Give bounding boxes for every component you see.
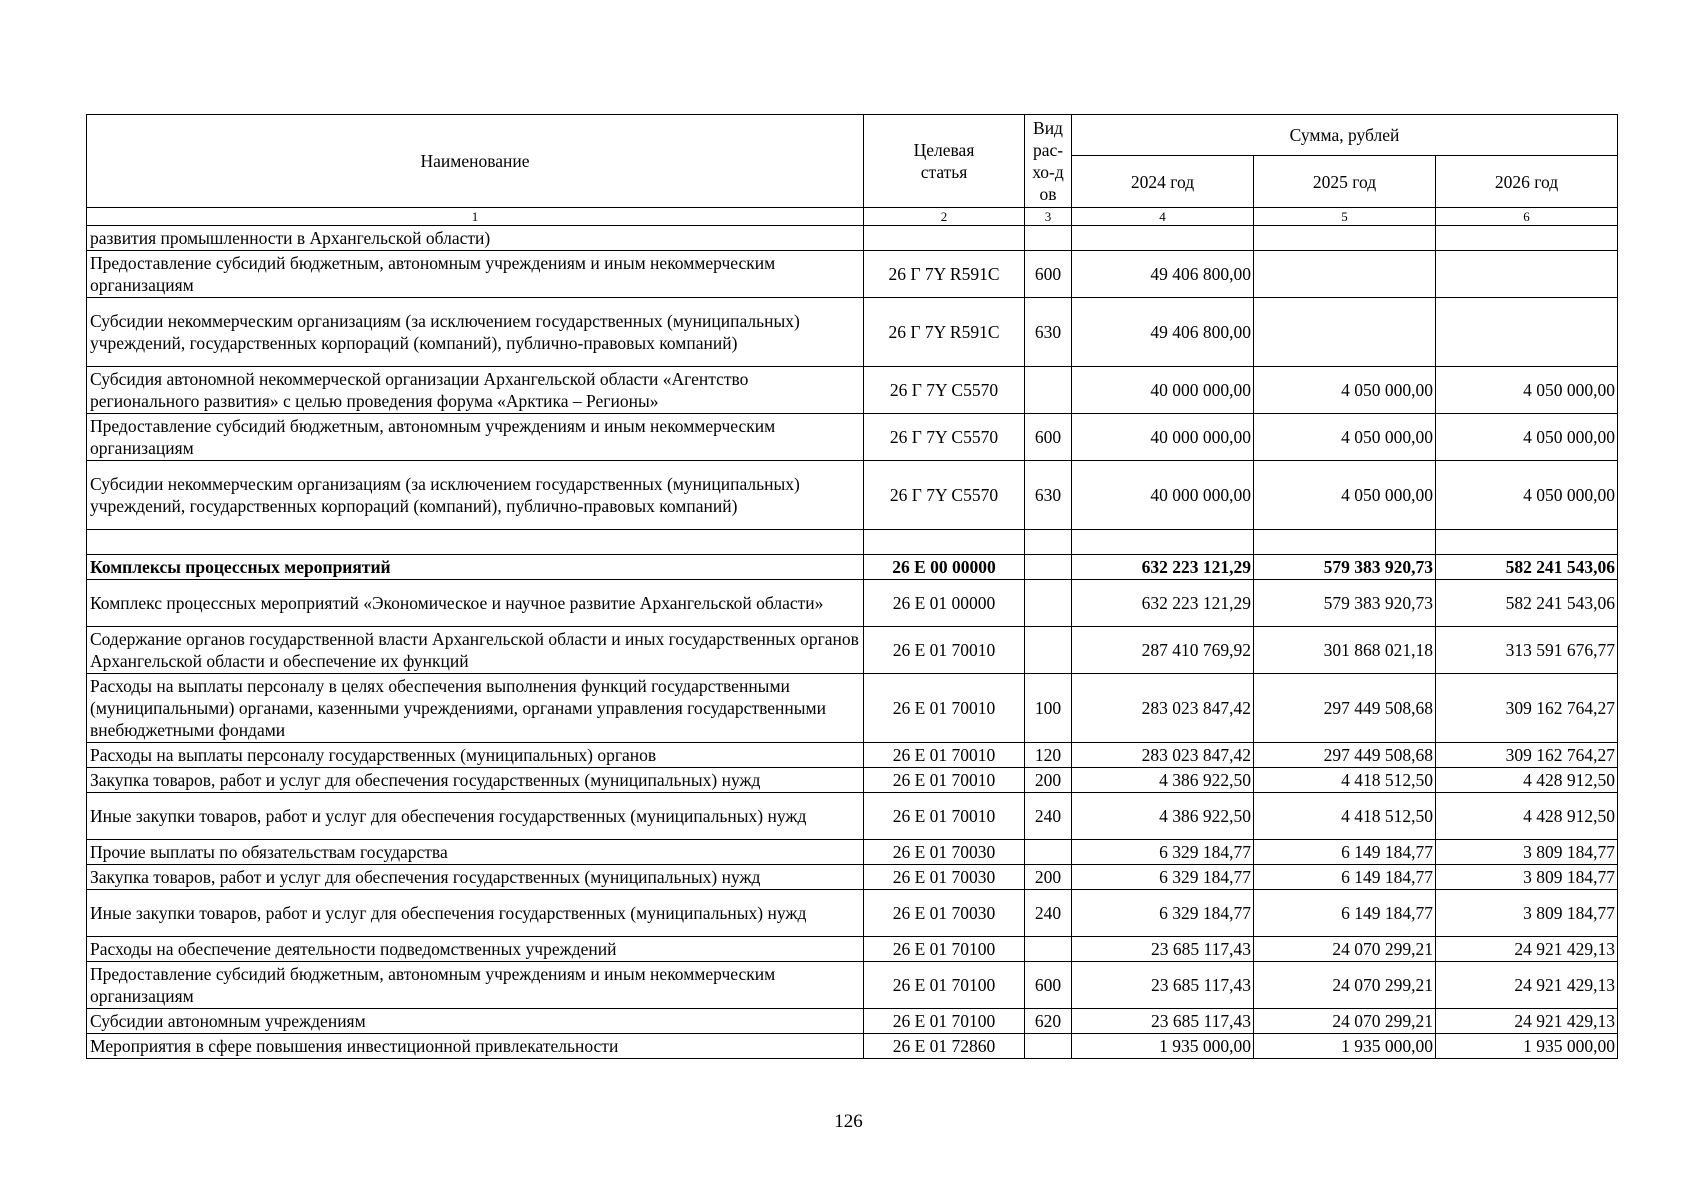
table-row: [87, 580, 1618, 627]
row-2026-cell: 582 241 543,06: [1436, 580, 1618, 627]
row-name-cell: Закупка товаров, работ и услуг для обеспечения государственных (муниципальных) нужд: [87, 768, 864, 793]
row-2024-cell: 23 685 117,43: [1072, 1009, 1254, 1034]
row-2025-cell: 6 149 184,77: [1254, 840, 1436, 865]
row-2024-cell: 6 329 184,77: [1072, 890, 1254, 937]
row-2026-cell: 3 809 184,77: [1436, 890, 1618, 937]
header-year-2025: 2025 год: [1254, 156, 1436, 208]
header-expense-type-text: Вид рас-хо-дов: [1032, 118, 1064, 204]
row-name-cell: Предоставление субсидий бюджетным, автономным учреждениям и иным некоммерческим организациям: [87, 962, 864, 1009]
row-2026-cell: [1436, 530, 1618, 555]
table-row: [87, 461, 1618, 530]
row-2026-cell: 4 428 912,50: [1436, 768, 1618, 793]
row-expense-type-cell: [1025, 840, 1072, 865]
row-2025-cell: [1254, 298, 1436, 367]
row-expense-type-cell: 240: [1025, 793, 1072, 840]
row-name-cell: Прочие выплаты по обязательствам государства: [87, 840, 864, 865]
row-2025-cell: 24 070 299,21: [1254, 1009, 1436, 1034]
table-row: [87, 367, 1618, 414]
table-row: [87, 1034, 1618, 1059]
table-row: [87, 226, 1618, 251]
row-2026-cell: 24 921 429,13: [1436, 1009, 1618, 1034]
row-2024-cell: 632 223 121,29: [1072, 580, 1254, 627]
row-2026-cell: 4 428 912,50: [1436, 793, 1618, 840]
row-expense-type-cell: 620: [1025, 1009, 1072, 1034]
row-2025-cell: 301 868 021,18: [1254, 627, 1436, 674]
page-number: 126: [834, 1111, 863, 1132]
table-row: [87, 530, 1618, 555]
row-2024-cell: 283 023 847,42: [1072, 674, 1254, 743]
row-name-cell: Иные закупки товаров, работ и услуг для обеспечения государственных (муниципальных) нужд: [87, 890, 864, 937]
row-expense-type-cell: [1025, 367, 1072, 414]
table-row: [87, 768, 1618, 793]
header-target-article-text: Целевая статья: [913, 140, 975, 182]
row-2024-cell: [1072, 530, 1254, 555]
row-code-cell: 26 Е 01 70010: [864, 627, 1025, 674]
column-number: 6: [1436, 208, 1618, 226]
row-name-cell: Мероприятия в сфере повышения инвестиционной привлекательности: [87, 1034, 864, 1059]
row-2025-cell: 4 050 000,00: [1254, 414, 1436, 461]
row-2024-cell: 4 386 922,50: [1072, 768, 1254, 793]
row-2026-cell: 582 241 543,06: [1436, 555, 1618, 580]
row-code-cell: [864, 530, 1025, 555]
row-expense-type-cell: [1025, 580, 1072, 627]
table-row: [87, 743, 1618, 768]
row-2024-cell: 632 223 121,29: [1072, 555, 1254, 580]
row-expense-type-cell: 120: [1025, 743, 1072, 768]
row-2024-cell: 6 329 184,77: [1072, 865, 1254, 890]
table-header: [87, 115, 1618, 226]
column-number: 4: [1072, 208, 1254, 226]
row-expense-type-cell: [1025, 627, 1072, 674]
column-number: 1: [87, 208, 864, 226]
row-2024-cell: [1072, 226, 1254, 251]
row-2025-cell: 4 418 512,50: [1254, 768, 1436, 793]
row-name-cell: Расходы на обеспечение деятельности подведомственных учреждений: [87, 937, 864, 962]
row-2025-cell: 297 449 508,68: [1254, 674, 1436, 743]
row-code-cell: 26 Е 01 70100: [864, 1009, 1025, 1034]
header-year-2024: 2024 год: [1072, 156, 1254, 208]
row-2026-cell: [1436, 226, 1618, 251]
row-2024-cell: 23 685 117,43: [1072, 962, 1254, 1009]
row-code-cell: 26 Е 01 70010: [864, 674, 1025, 743]
row-code-cell: 26 Г 7Y С5570: [864, 367, 1025, 414]
row-2025-cell: 4 050 000,00: [1254, 367, 1436, 414]
row-2025-cell: [1254, 530, 1436, 555]
row-2024-cell: 6 329 184,77: [1072, 840, 1254, 865]
row-expense-type-cell: 600: [1025, 414, 1072, 461]
row-code-cell: 26 Е 01 70010: [864, 793, 1025, 840]
row-code-cell: 26 Е 01 00000: [864, 580, 1025, 627]
row-code-cell: 26 Е 01 70030: [864, 840, 1025, 865]
row-2025-cell: 6 149 184,77: [1254, 890, 1436, 937]
row-expense-type-cell: 600: [1025, 251, 1072, 298]
row-2026-cell: 4 050 000,00: [1436, 461, 1618, 530]
column-number: 3: [1025, 208, 1072, 226]
row-expense-type-cell: 600: [1025, 962, 1072, 1009]
budget-table: [86, 114, 1618, 1059]
row-2025-cell: 579 383 920,73: [1254, 555, 1436, 580]
row-2026-cell: 4 050 000,00: [1436, 367, 1618, 414]
row-2026-cell: 309 162 764,27: [1436, 743, 1618, 768]
header-name: Наименование: [87, 115, 864, 208]
row-name-cell: Субсидии некоммерческим организациям (за исключением государственных (муниципальных) учреждений, государственных корпораций (компаний), публично-правовых компаний): [87, 461, 864, 530]
row-2024-cell: 1 935 000,00: [1072, 1034, 1254, 1059]
table-row: [87, 251, 1618, 298]
row-expense-type-cell: [1025, 937, 1072, 962]
row-2025-cell: 24 070 299,21: [1254, 962, 1436, 1009]
row-expense-type-cell: [1025, 555, 1072, 580]
row-name-cell: Комплекс процессных мероприятий «Экономическое и научное развитие Архангельской области»: [87, 580, 864, 627]
row-expense-type-cell: [1025, 530, 1072, 555]
row-2026-cell: [1436, 298, 1618, 367]
row-2024-cell: 40 000 000,00: [1072, 461, 1254, 530]
row-2025-cell: 24 070 299,21: [1254, 937, 1436, 962]
table-row: [87, 840, 1618, 865]
row-expense-type-cell: [1025, 1034, 1072, 1059]
table-row: [87, 298, 1618, 367]
row-2025-cell: [1254, 251, 1436, 298]
row-code-cell: 26 Г 7Y R591C: [864, 251, 1025, 298]
table-row: [87, 1009, 1618, 1034]
row-code-cell: 26 Е 01 72860: [864, 1034, 1025, 1059]
row-expense-type-cell: 630: [1025, 461, 1072, 530]
column-number: 2: [864, 208, 1025, 226]
row-2025-cell: 1 935 000,00: [1254, 1034, 1436, 1059]
row-2025-cell: 4 050 000,00: [1254, 461, 1436, 530]
row-code-cell: 26 Е 01 70100: [864, 937, 1025, 962]
row-2026-cell: 3 809 184,77: [1436, 865, 1618, 890]
table-row: [87, 414, 1618, 461]
row-2026-cell: 24 921 429,13: [1436, 937, 1618, 962]
table-row: [87, 793, 1618, 840]
column-number: 5: [1254, 208, 1436, 226]
row-2026-cell: 313 591 676,77: [1436, 627, 1618, 674]
row-expense-type-cell: 240: [1025, 890, 1072, 937]
row-code-cell: 26 Е 01 70030: [864, 865, 1025, 890]
row-2024-cell: 287 410 769,92: [1072, 627, 1254, 674]
table-row: [87, 865, 1618, 890]
row-2026-cell: 24 921 429,13: [1436, 962, 1618, 1009]
header-expense-type: [1025, 115, 1072, 208]
row-code-cell: 26 Е 01 70010: [864, 743, 1025, 768]
row-2024-cell: 40 000 000,00: [1072, 414, 1254, 461]
row-2025-cell: 297 449 508,68: [1254, 743, 1436, 768]
table-body: [87, 226, 1618, 1059]
row-2024-cell: 23 685 117,43: [1072, 937, 1254, 962]
row-code-cell: 26 Е 01 70030: [864, 890, 1025, 937]
row-name-cell: Комплексы процессных мероприятий: [87, 555, 864, 580]
row-code-cell: 26 Г 7Y R591C: [864, 298, 1025, 367]
row-2026-cell: 1 935 000,00: [1436, 1034, 1618, 1059]
row-2026-cell: 3 809 184,77: [1436, 840, 1618, 865]
row-name-cell: [87, 530, 864, 555]
row-code-cell: 26 Г 7Y С5570: [864, 414, 1025, 461]
row-code-cell: 26 Е 01 70010: [864, 768, 1025, 793]
row-name-cell: Закупка товаров, работ и услуг для обеспечения государственных (муниципальных) нужд: [87, 865, 864, 890]
row-2024-cell: 40 000 000,00: [1072, 367, 1254, 414]
row-expense-type-cell: [1025, 226, 1072, 251]
row-name-cell: Предоставление субсидий бюджетным, автономным учреждениям и иным некоммерческим организациям: [87, 251, 864, 298]
row-2026-cell: [1436, 251, 1618, 298]
row-code-cell: 26 Е 01 70100: [864, 962, 1025, 1009]
row-2025-cell: 579 383 920,73: [1254, 580, 1436, 627]
row-name-cell: развития промышленности в Архангельской области): [87, 226, 864, 251]
row-2026-cell: 4 050 000,00: [1436, 414, 1618, 461]
table-row: [87, 674, 1618, 743]
row-name-cell: Расходы на выплаты персоналу в целях обеспечения выполнения функций государственными (муниципальными) органами, казенными учреждениями, органами управления государственными внебюджетными фондами: [87, 674, 864, 743]
row-expense-type-cell: 200: [1025, 865, 1072, 890]
row-2025-cell: [1254, 226, 1436, 251]
row-2025-cell: 4 418 512,50: [1254, 793, 1436, 840]
row-name-cell: Субсидия автономной некоммерческой организации Архангельской области «Агентство регионального развития» с целью проведения форума «Арктика – Регионы»: [87, 367, 864, 414]
row-name-cell: Субсидии автономным учреждениям: [87, 1009, 864, 1034]
row-2026-cell: 309 162 764,27: [1436, 674, 1618, 743]
row-expense-type-cell: 100: [1025, 674, 1072, 743]
row-name-cell: Предоставление субсидий бюджетным, автономным учреждениям и иным некоммерческим организациям: [87, 414, 864, 461]
table-row: [87, 937, 1618, 962]
table-row: [87, 627, 1618, 674]
row-expense-type-cell: 630: [1025, 298, 1072, 367]
row-name-cell: Иные закупки товаров, работ и услуг для обеспечения государственных (муниципальных) нужд: [87, 793, 864, 840]
row-2024-cell: 283 023 847,42: [1072, 743, 1254, 768]
row-name-cell: Субсидии некоммерческим организациям (за исключением государственных (муниципальных) учреждений, государственных корпораций (компаний), публично-правовых компаний): [87, 298, 864, 367]
row-2024-cell: 4 386 922,50: [1072, 793, 1254, 840]
row-name-cell: Расходы на выплаты персоналу государственных (муниципальных) органов: [87, 743, 864, 768]
row-expense-type-cell: 200: [1025, 768, 1072, 793]
row-2024-cell: 49 406 800,00: [1072, 298, 1254, 367]
header-target-article: [864, 115, 1025, 208]
table-row: [87, 555, 1618, 580]
header-year-2026: 2026 год: [1436, 156, 1618, 208]
row-2024-cell: 49 406 800,00: [1072, 251, 1254, 298]
row-code-cell: 26 Г 7Y С5570: [864, 461, 1025, 530]
row-name-cell: Содержание органов государственной власти Архангельской области и иных государственных органов Архангельской области и обеспечение их функций: [87, 627, 864, 674]
row-code-cell: 26 Е 00 00000: [864, 555, 1025, 580]
column-number-row: [87, 208, 1618, 226]
header-sum: Сумма, рублей: [1072, 115, 1618, 156]
table-row: [87, 962, 1618, 1009]
row-2025-cell: 6 149 184,77: [1254, 865, 1436, 890]
table-row: [87, 890, 1618, 937]
row-code-cell: [864, 226, 1025, 251]
